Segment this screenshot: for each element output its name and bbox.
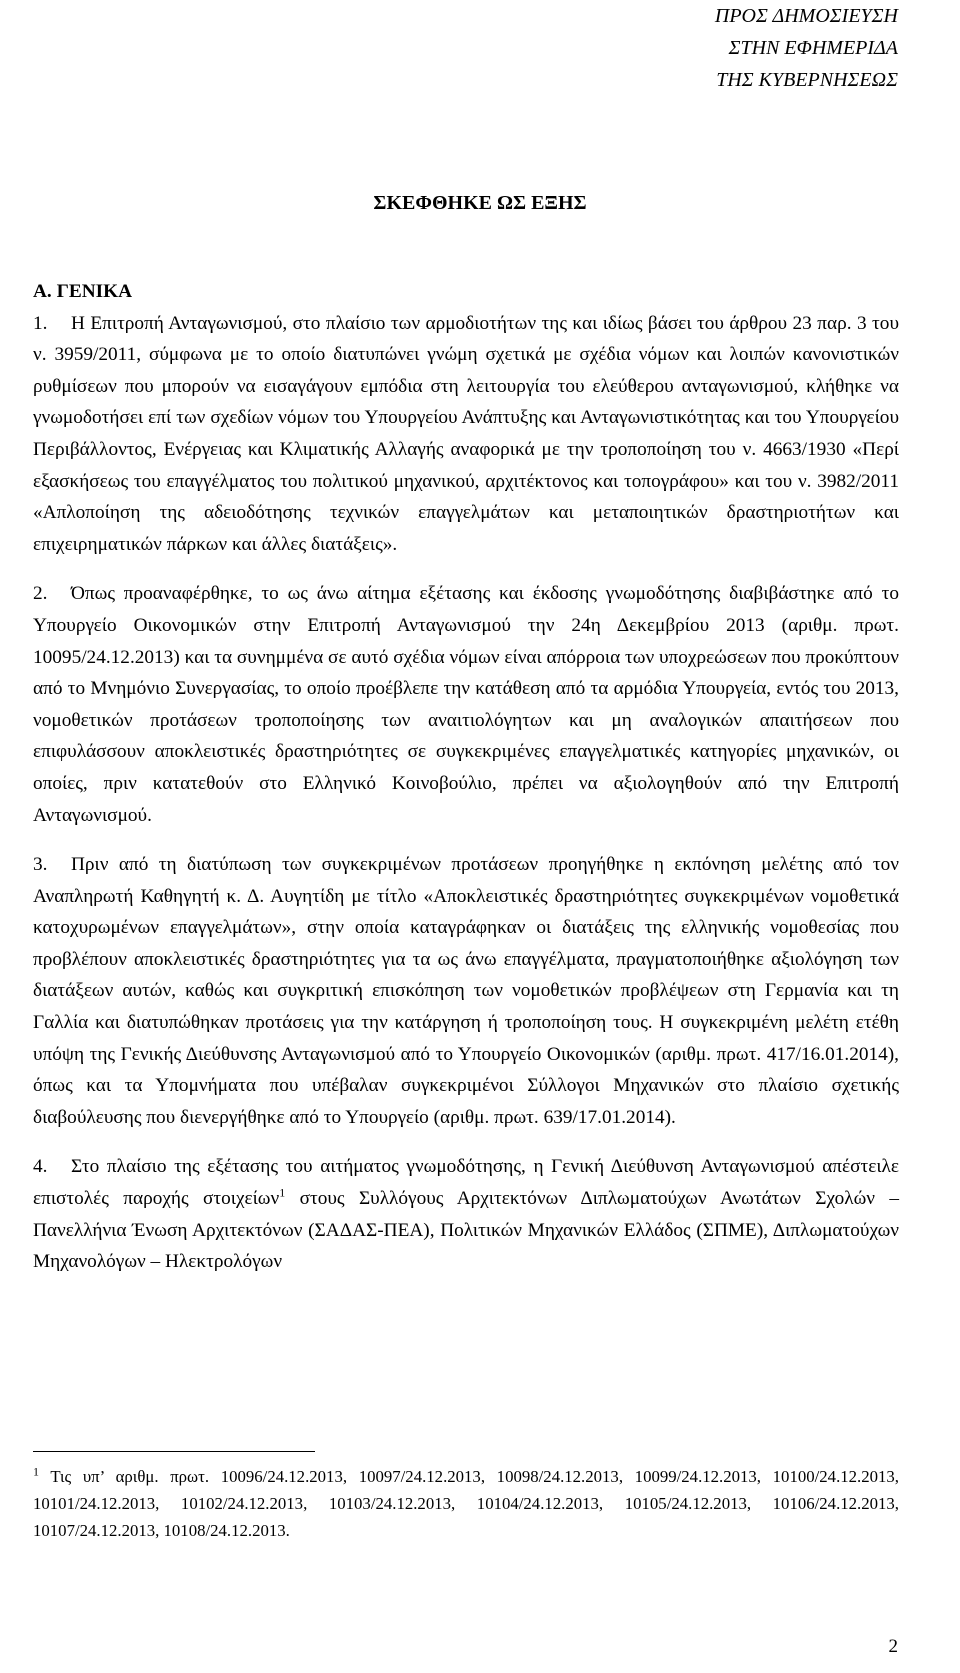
document-title: ΣΚΕΦΘΗΚΕ ΩΣ ΕΞΗΣ [373,192,587,214]
footnote-text: Τις υπ’ αριθμ. πρωτ. 10096/24.12.2013, 10097/24.12.2013, 10098/24.12.2013, 10099/24.12.2013, 10100/24.12.2013, 10101/24.12.2013, 10102/24.12.2013, 10103/24.12.2013, 10104/24.12.2013, 10105/24.12.2013, 10106/24.12.2013, 10107/24.12.2013, 10108/24.12.2013. [33,1467,899,1540]
header-line-3: ΤΗΣ ΚΥΒΕΡΝΗΣΕΩΣ [716,69,898,91]
footnote-reference: 1 [279,1185,286,1200]
paragraph-text: Η Επιτροπή Ανταγωνισμού, στο πλαίσιο των αρμοδιοτήτων της και ιδίως βάσει του άρθρου 23 παρ. 3 του ν. 3959/2011, σύμφωνα με το οποίο διατυπώνει γνώμη σχετικά με σχέδια νόμων και λοιπών κανονιστικών ρυθμίσεων που μπορούν να εισαγάγουν εμπόδια στη λειτουργία του ελεύθερου ανταγωνισμού, κλήθηκε να γνωμοδοτήσει επί των σχεδίων νόμων του Υπουργείου Ανάπτυξης και Ανταγωνιστικότητας και του Υπουργείου Περιβάλλοντος, Ενέργειας και Κλιματικής Αλλαγής αναφορικά με την τροποποίηση του ν. 4663/1930 «Περί εξασκήσεως του επαγγέλματος του πολιτικού μηχανικού, αρχιτέκτονος και τοπογράφου» και του ν. 3982/2011 «Απλοποίηση της αδειοδότησης τεχνικών επαγγελμάτων και μεταποιητικών δραστηριοτήτων και επιχειρηματικών πάρκων και άλλες διατάξεις». [33,312,899,555]
document-body [33,276,899,1278]
paragraph-1 [33,308,899,561]
paragraph-text: Πριν από τη διατύπωση των συγκεκριμένων προτάσεων προηγήθηκε η εκπόνηση μελέτης από τον Αναπληρωτή Καθηγητή κ. Δ. Αυγητίδη με τίτλο «Αποκλειστικές δραστηριότητες συγκεκριμένων νομοθετικά κατοχυρωμένων επαγγελμάτων», στην οποία καταγράφηκαν οι διατάξεις της ελληνικής νομοθεσίας που προβλέπουν αποκλειστικές δραστηριότητες για τα ως άνω επαγγέλματα, πραγματοποιήθηκε αξιολόγηση των διατάξεων αυτών, καθώς και συγκριτική επισκόπηση των νομοθετικών προβλέψεων στη Γερμανία και τη Γαλλία και διατυπώθηκαν προτάσεις για την κατάργηση ή τροποποίηση τους. Η συγκεκριμένη μελέτη ετέθη υπόψη της Γενικής Διεύθυνσης Ανταγωνισμού από το Υπουργείο Οικονομικών (αριθμ. πρωτ. 417/16.01.2014), όπως και τα Υπομνήματα που υπέβαλαν συγκεκριμένοι Σύλλογοι Μηχανικών στο πλαίσιο σχετικής διαβούλευσης που διενεργήθηκε από το Υπουργείο (αριθμ. πρωτ. 639/17.01.2014). [33,854,899,1128]
paragraph-number: 1. [33,312,48,334]
footnote-number: 1 [33,1464,39,1479]
paragraph-number: 3. [33,854,48,876]
paragraph-3 [33,849,899,1133]
paragraph-number: 2. [33,583,48,605]
page-number: 2 [888,1636,898,1657]
paragraph-4 [33,1151,899,1277]
section-heading: Α. ΓΕΝΙΚΑ [33,281,133,302]
header-line-1: ΠΡΟΣ ΔΗΜΟΣΙΕΥΣΗ [714,5,898,27]
footnote [33,1463,899,1544]
header-line-2: ΣΤΗΝ ΕΦΗΜΕΡΙΔΑ [728,37,898,59]
paragraph-number: 4. [33,1156,48,1178]
paragraph-text: Όπως προαναφέρθηκε, το ως άνω αίτημα εξέτασης και έκδοσης γνωμοδότησης διαβιβάστηκε από το Υπουργείο Οικονομικών στην Επιτροπή Ανταγωνισμού την 24η Δεκεμβρίου 2013 (αριθμ. πρωτ. 10095/24.12.2013) και τα συνημμένα σε αυτό σχέδια νόμων είναι απόρροια των υποχρεώσεων που προκύπτουν από το Μνημόνιο Συνεργασίας, το οποίο προέβλεπε την κατάθεση από τα αρμόδια Υπουργεία, εντός του 2013, νομοθετικών προτάσεων τροποποίησης των αναιτιολόγητων και μη αναλογικών απαιτήσεων που επιφυλάσσουν αποκλειστικές δραστηριότητες σε συγκεκριμένες επαγγελματικές κατηγορίες μηχανικών, οι οποίες, πριν κατατεθούν στο Ελληνικό Κοινοβούλιο, πρέπει να αξιολογηθούν από την Επιτροπή Ανταγωνισμού. [33,583,899,826]
paragraph-2 [33,578,899,831]
paragraph-text: Στο πλαίσιο της εξέτασης του αιτήματος γνωμοδότησης, η Γενική Διεύθυνση Ανταγωνισμού απέστειλε επιστολές παροχής στοιχείων [33,1156,899,1210]
publication-header [715,0,898,96]
paragraph-text-continued: στους Συλλόγους Αρχιτεκτόνων Διπλωματούχων Ανωτάτων Σχολών – Πανελλήνια Ένωση Αρχιτεκτόνων (ΣΑΔΑΣ-ΠΕΑ), Πολιτικών Μηχανικών Ελλάδος (ΣΠΜΕ), Διπλωματούχων Μηχανολόγων – Ηλεκτρολόγων [33,1188,900,1273]
footnote-separator [33,1451,315,1452]
